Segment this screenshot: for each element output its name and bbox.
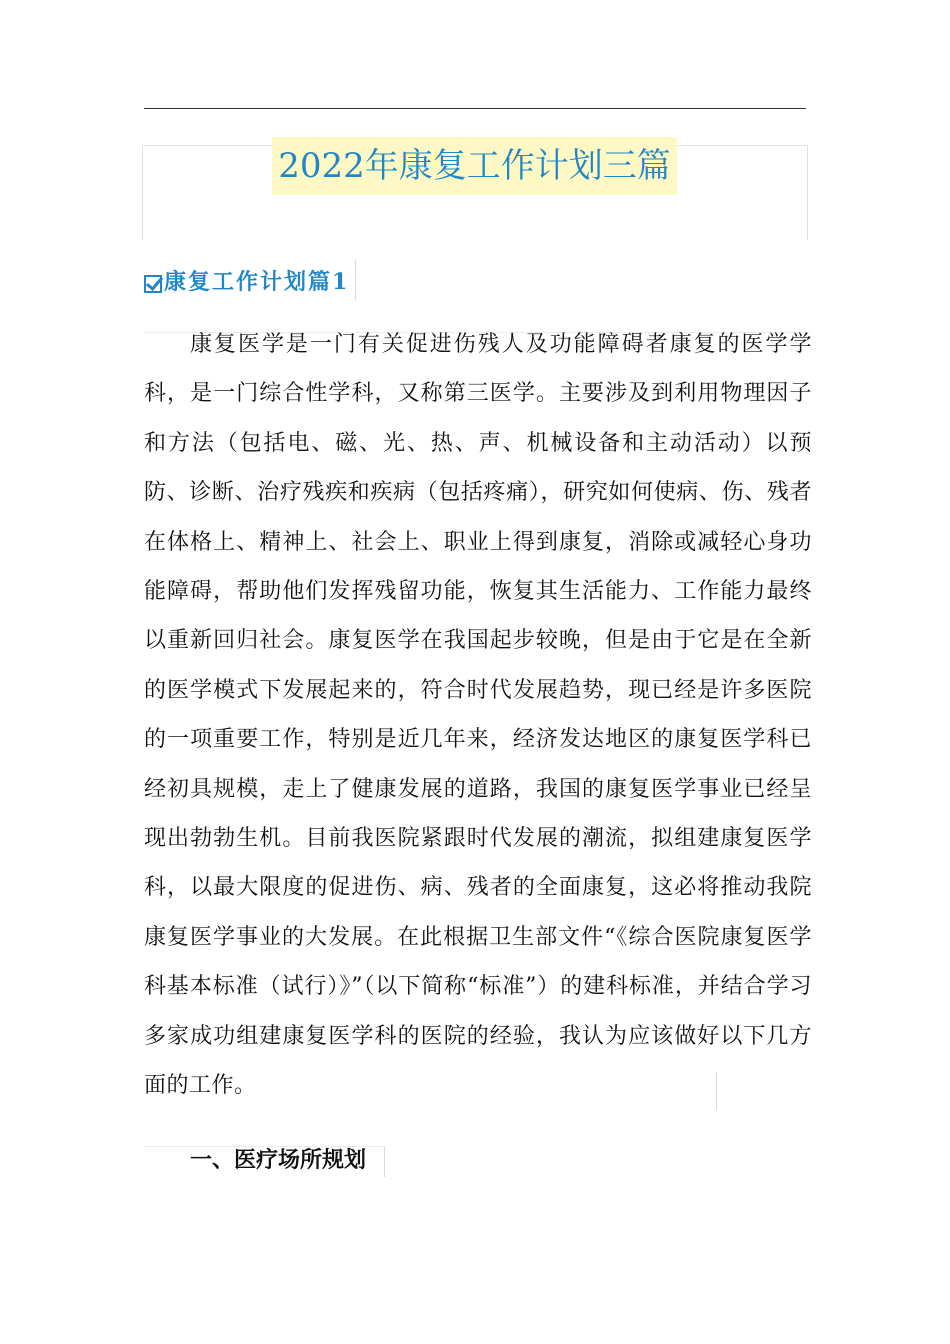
section-heading-text: 康复工作计划篇1	[164, 268, 350, 295]
title-frame-right-edge	[807, 146, 808, 240]
section-heading	[144, 260, 356, 300]
paragraph-end-mark	[716, 1072, 717, 1110]
top-rule	[144, 108, 806, 109]
document-title: 2022年康复工作计划三篇	[272, 137, 677, 195]
body-paragraph: 康复医学是一门有关促进伤残人及功能障碍者康复的医学学科，是一门综合性学科，又称第三医学。主要涉及到利用物理因子和方法（包括电、磁、光、热、声、机械设备和主动活动）以预防、诊断、治疗残疾和疾病（包括疼痛），研究如何使病、伤、残者在体格上、精神上、社会上、职业上得到康复，消除或减轻心身功能障碍，帮助他们发挥残留功能，恢复其生活能力、工作能力最终以重新回归社会。康复医学在我国起步较晚，但是由于它是在全新的医学模式下发展起来的，符合时代发展趋势，现已经是许多医院的一项重要工作，特别是近几年来，经济发达地区的康复医学科已经初具规模，走上了健康发展的道路，我国的康复医学事业已经呈现出勃勃生机。目前我医院紧跟时代发展的潮流，拟组建康复医学科，以最大限度的促进伤、病、残者的全面康复，这必将推动我院康复医学事业的大发展。在此根据卫生部文件“《综合医院康复医学科基本标准（试行）》”（以下简称“标准”）的建科标准，并结合学习多家成功组建康复医学科的医院的经验，我认为应该做好以下几方面的工作。	[144, 332, 812, 1099]
check-box-icon	[144, 275, 162, 293]
subheading: 一、医疗场所规划	[190, 1147, 367, 1173]
title-frame-left-edge	[142, 146, 143, 240]
